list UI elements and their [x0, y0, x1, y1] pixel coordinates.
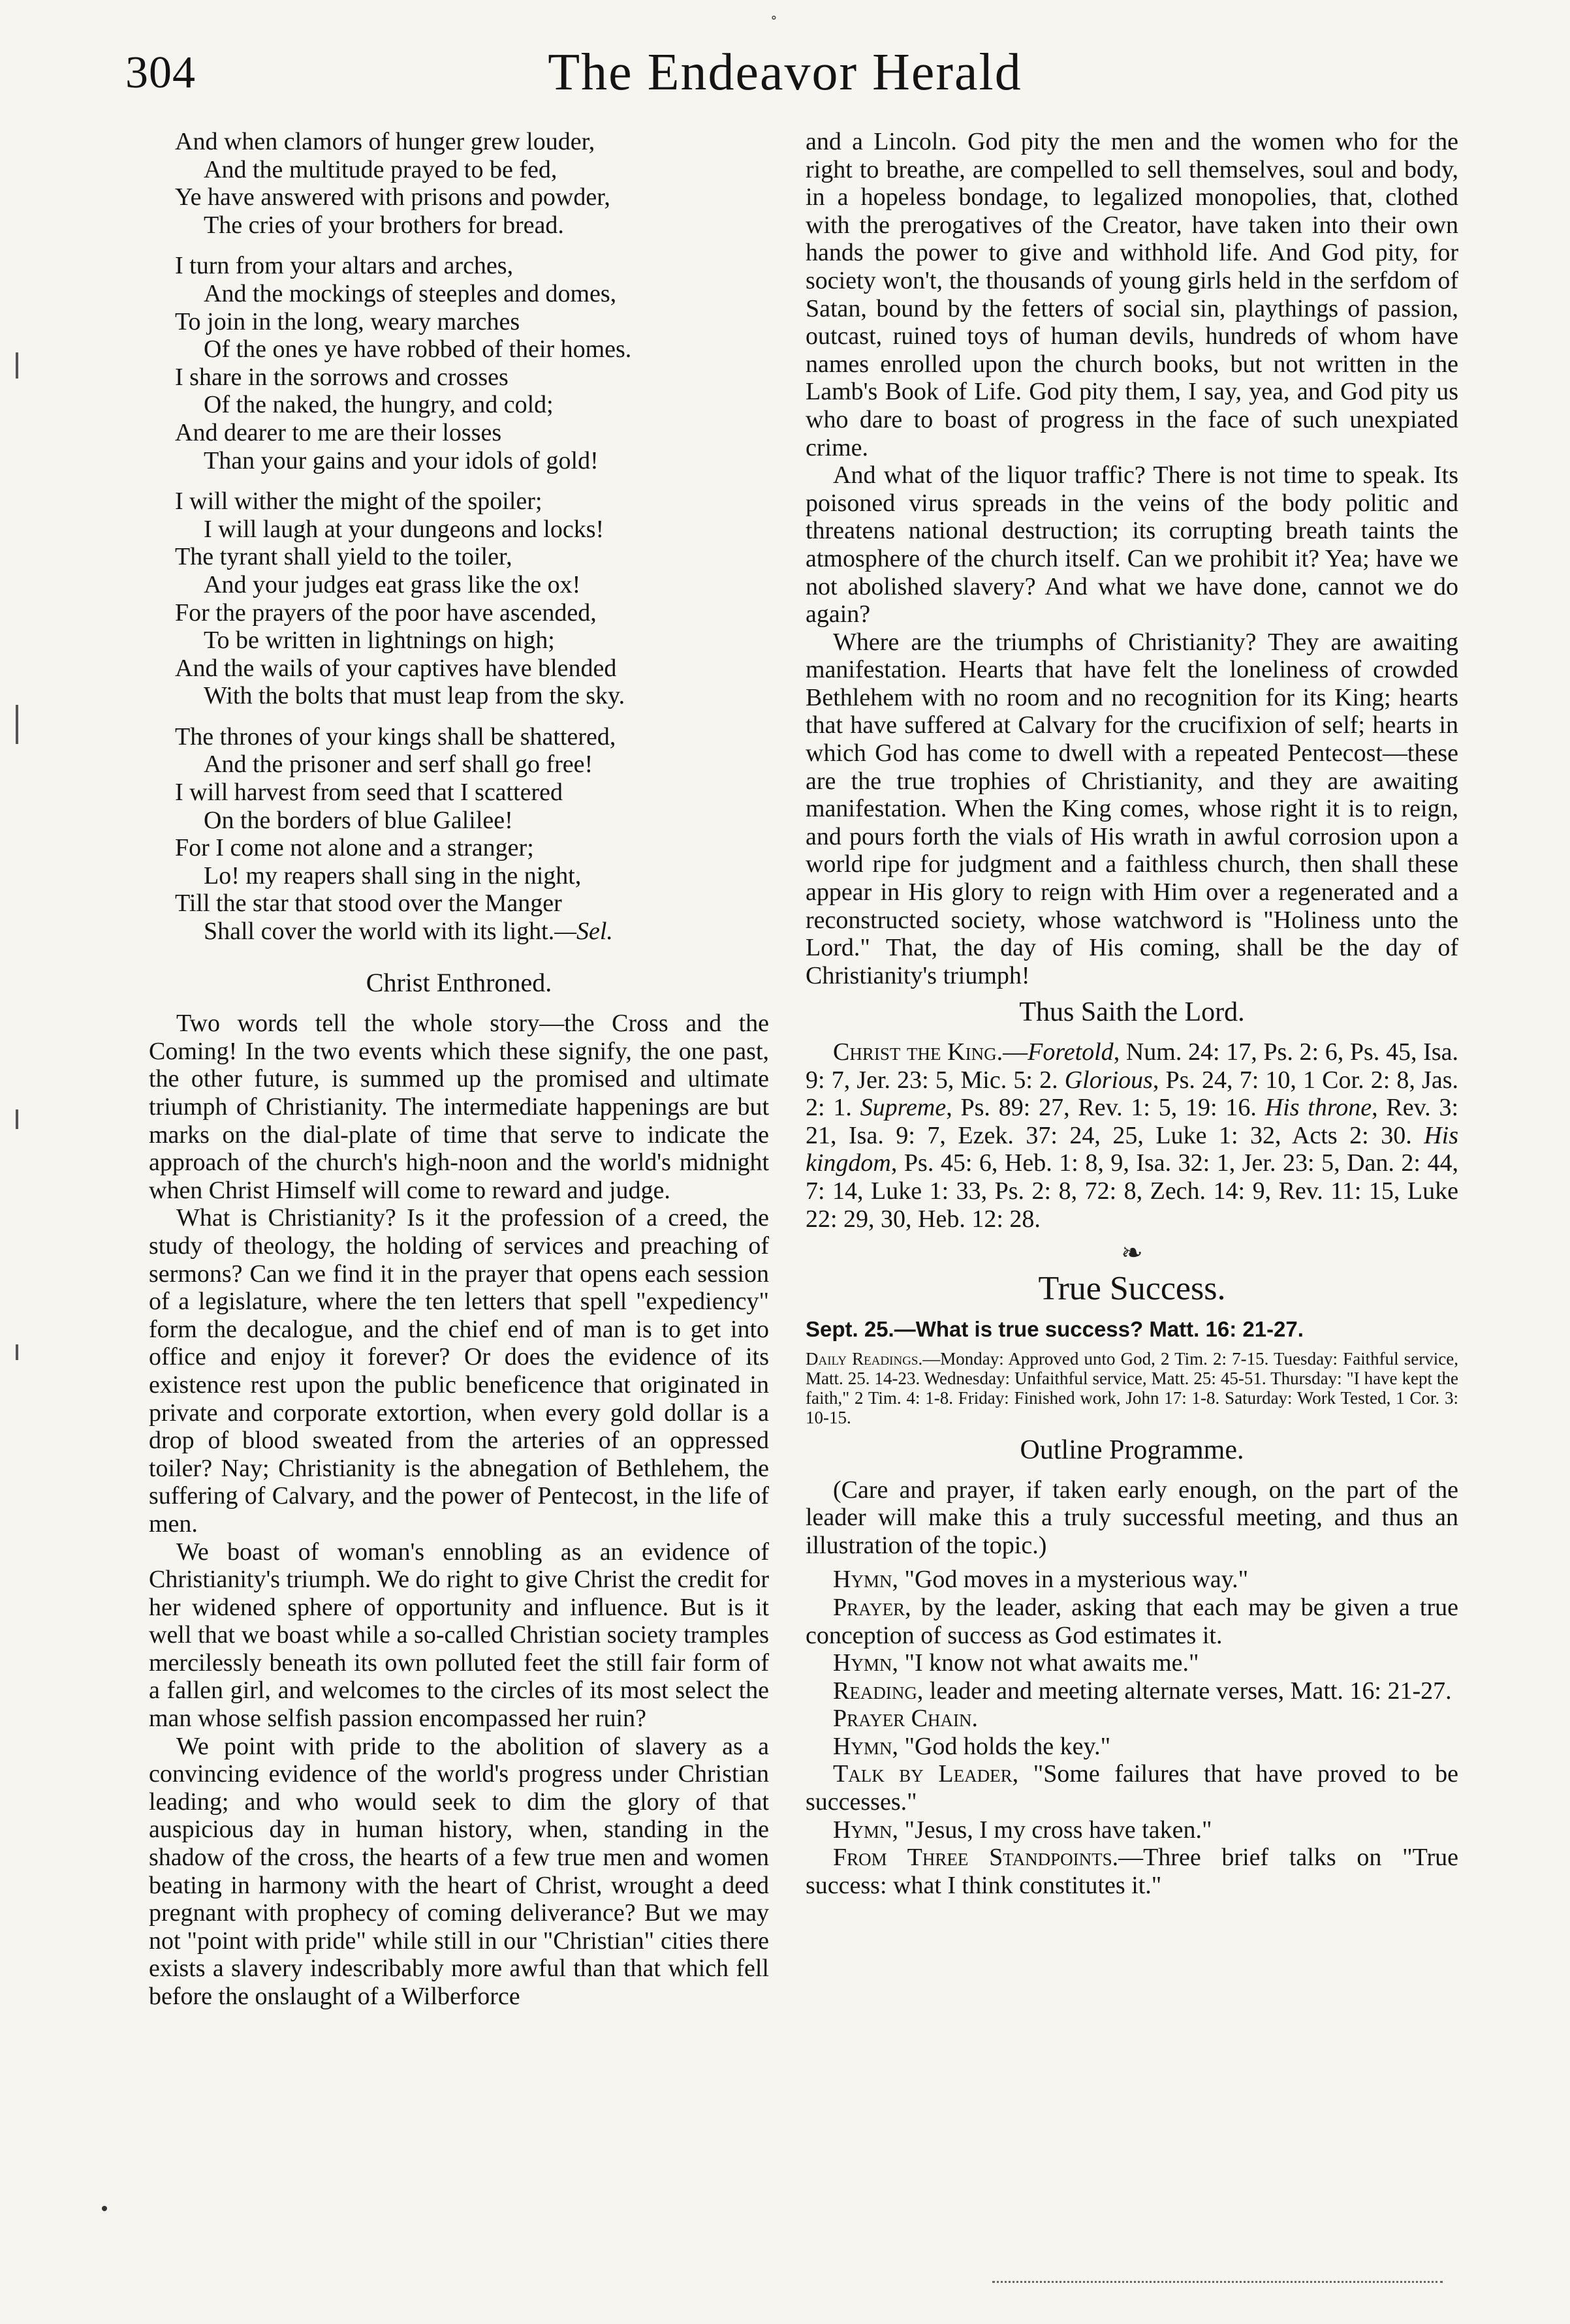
poem-line: Lo! my reapers shall sing in the night,	[204, 861, 582, 890]
programme-note: (Care and prayer, if taken early enough, on the part of the leader will make this a truly successful meeting, and thus an illustration of the topic.)	[806, 1476, 1458, 1559]
poem-line: Till the star that stood over the Manger	[175, 890, 562, 918]
poem-line: And your judges eat grass like the ox!	[204, 570, 581, 598]
poem-line: And the wails of your captives have blended	[175, 654, 617, 682]
poem-line: I will harvest from seed that I scattered	[175, 779, 563, 807]
programme-item-text: , leader and meeting alternate verses, Matt. 16: 21-27.	[917, 1677, 1452, 1705]
programme-item-text: , "God moves in a mysterious way."	[892, 1566, 1249, 1594]
programme-item	[806, 1705, 1458, 1733]
margin-mark	[16, 1109, 18, 1129]
poem-line: For I come not alone and a stranger;	[175, 834, 534, 862]
programme-item	[806, 1733, 1458, 1761]
programme-item-text: , "I know not what awaits me."	[892, 1649, 1199, 1677]
lesson-topic: Sept. 25.—What is true success? Matt. 16: 21-27.	[806, 1317, 1304, 1342]
poem-line: To join in the long, weary marches	[175, 307, 520, 335]
body-paragraph: We point with pride to the abolition of slavery as a convincing evidence of the world's progress under Christian leading; and who would seek to dim the glory of that auspicious day in human history, when, standing in the shadow of the cross, the hearts of a few true men and women beating in harmony with the heart of Christ, wrought a deed pregnant with prophecy of coming deliverance? But we may not "point with pride" while still in our "Christian" cities there exists a slavery indescribably more awful than that which fell before the onslaught of a Wilberforce	[149, 1732, 769, 2010]
fleuron-icon: ❧	[1121, 1238, 1143, 1268]
programme-item-label: Reading	[833, 1677, 917, 1705]
section-heading-outline-programme: Outline Programme.	[1020, 1434, 1244, 1465]
programme-item-label: Prayer Chain.	[833, 1705, 978, 1733]
poem-line: I share in the sorrows and crosses	[175, 363, 509, 391]
page-title: The Endeavor Herald	[548, 44, 1022, 101]
programme-item	[806, 1649, 1458, 1677]
programme-item-label: Talk by Leader	[833, 1760, 1013, 1788]
poem-line: The cries of your brothers for bread.	[204, 211, 564, 239]
poem-line: And dearer to me are their losses	[175, 418, 502, 446]
poem-line: Than your gains and your idols of gold!	[204, 446, 599, 474]
poem-line: The thrones of your kings shall be shattered,	[175, 722, 616, 751]
body-paragraph: What is Christianity? Is it the profession of a creed, the study of theology, the holding of services and preaching of sermons? Can we find it in the prayer that opens each session of a legislature, where the ten letters that spell "expediency" form the decalogue, and the chief end of man is to get into office and enjoy it forever? Or does the evidence of its existence rest upon the public beneficence that originated in private and corporate extortion, when every gold dollar is a drop of blood sweated from the arteries of an oppressed toiler? Nay; Christianity is the abnegation of Bethlehem, the suffering of Calvary, and the power of Pentecost, in the life of men.	[149, 1204, 769, 1538]
poem-line: And when clamors of hunger grew louder,	[175, 128, 595, 155]
programme-list	[806, 1566, 1458, 1899]
scripture-references: Christ the King.—Foretold, Num. 24: 17, Ps. 2: 6, Ps. 45, Isa. 9: 7, Jer. 23: 5, Mic. 5: 2. Glorious, Ps. 24, 7: 10, 1 Cor. 2: 8, Jas. 2: 1. Supreme, Ps. 89: 27, Rev. 1: 5, 19: 16. His throne, Rev. 3: 21, Isa. 9: 7, Ezek. 37: 24, 25, Luke 1: 32, Acts 2: 30. His kingdom, Ps. 45: 6, Heb. 1: 8, 9, Isa. 32: 1, Jer. 23: 5, Dan. 2: 44, 7: 14, Luke 1: 33, Ps. 2: 8, 72: 8, Zech. 14: 9, Rev. 11: 15, Luke 22: 29, 30, Heb. 12: 28.	[806, 1038, 1459, 1233]
christ-enthroned-body	[149, 1010, 769, 2010]
poem-line: And the prisoner and serf shall go free!	[204, 751, 593, 779]
programme-item	[806, 1760, 1458, 1816]
programme-item-label: Hymn	[833, 1816, 892, 1844]
daily-readings: Daily Readings.—Monday: Approved unto God, 2 Tim. 2: 7-15. Tuesday: Faithful service, Matt. 25. 14-23. Wednesday: Unfaithful service, Matt. 25: 45-51. Thursday: "I have kept the faith," 2 Tim. 4: 1-8. Friday: Finished work, John 17: 1-8. Saturday: Work Tested, 1 Cor. 3: 10-15.	[806, 1348, 1458, 1427]
body-paragraph: and a Lincoln. God pity the men and the women who for the right to breathe, are compelled to sell themselves, soul and body, in a hopeless bondage, to legalized monopolies, that, clothed with the prerogatives of the Creator, have taken into their own hands the power to give and withhold life. And God pity, for society won't, the thousands of young girls held in the serfdom of Satan, bound by the fetters of social sin, playthings of passion, outcast, ruined toys of human devils, hundreds of whom have names enrolled upon the church books, but not written in the Lamb's Book of Life. God pity them, I say, yea, and God pity us who dare to boast of progress in the face of such unexpiated crime.	[806, 128, 1458, 461]
poem-line: For the prayers of the poor have ascended,	[175, 598, 597, 627]
programme-item-text: , by the leader, asking that each may be given a true conception of success as God estimates it.	[806, 1593, 1458, 1649]
poem-line: Ye have answered with prisons and powder,	[175, 183, 610, 211]
body-paragraph: We boast of woman's ennobling as an evidence of Christianity's triumph. We do right to give Christ the credit for her widened sphere of opportunity and influence. But is it well that we boast while a so-called Christian society tramples mercilessly beneath its own polluted feet the still fair form of a fallen girl, and welcomes to the circles of its most select the man whose selfish passion encompassed her ruin?	[149, 1538, 769, 1733]
poem-stanza	[175, 488, 769, 710]
body-paragraph: Where are the triumphs of Christianity? They are awaiting manifestation. Hearts that have felt the loneliness of crowded Bethlehem with no room and no recognition for its King; hearts that have suffered at Calvary for the crucifixion of self; hearts in which God has come to dwell with a repeated Pentecost—these are the true trophies of Christianity, and they are awaiting manifestation. When the King comes, whose right it is to reign, and pours forth the vials of His wrath in awful corrosion upon a world ripe for judgment and a faithless church, then shall these appear in His glory to reign with Him over a regenerated and a reconstructed society, whose watchword is "Holiness unto the Lord." That, the day of His coming, shall be the day of Christianity's triumph!	[806, 628, 1458, 989]
continued-article-body	[806, 128, 1458, 989]
poem-line: Of the naked, the hungry, and cold;	[204, 391, 554, 419]
programme-item	[806, 1566, 1458, 1594]
poem-stanza	[175, 128, 769, 239]
section-heading-thus-saith: Thus Saith the Lord.	[1019, 997, 1245, 1028]
poem-line: I will wither the might of the spoiler;	[175, 488, 542, 516]
left-column	[149, 128, 769, 2011]
programme-item-text: , "Some failures that have proved to be successes."	[806, 1760, 1459, 1816]
poem-line: And the multitude prayed to be fed,	[204, 155, 557, 183]
poem-stanza	[175, 252, 769, 474]
programme-item	[806, 1816, 1458, 1844]
programme-item	[806, 1677, 1458, 1705]
poem-line: On the borders of blue Galilee!	[204, 806, 513, 834]
programme-item-text: , "Jesus, I my cross have taken."	[892, 1816, 1212, 1844]
poem-signature: —Sel.	[554, 918, 613, 946]
poem-line: With the bolts that must leap from the sky.	[204, 682, 625, 710]
poem-line: And the mockings of steeples and domes,	[204, 279, 617, 307]
printer-mark: ∘	[770, 9, 777, 25]
margin-mark	[16, 705, 18, 744]
programme-item-label: Hymn	[833, 1566, 892, 1594]
programme-item-text: —Three brief talks on "True success: what I think constitutes it."	[806, 1844, 1458, 1899]
page-number: 304	[125, 48, 196, 98]
scan-speck	[102, 2206, 107, 2211]
programme-item-label: From Three Standpoints.	[833, 1844, 1119, 1872]
right-column	[806, 128, 1458, 1899]
programme-item	[806, 1844, 1458, 1899]
poem-line: I turn from your altars and arches,	[175, 252, 514, 280]
margin-mark	[16, 352, 18, 379]
poem-line: Shall cover the world with its light.	[204, 918, 555, 946]
poem-line: To be written in lightnings on high;	[204, 627, 555, 655]
poem	[149, 128, 769, 946]
programme-item	[806, 1594, 1458, 1649]
bottom-bleed-line	[992, 2281, 1443, 2285]
poem-stanza	[175, 723, 769, 946]
poem-line: I will laugh at your dungeons and locks!	[204, 515, 604, 543]
programme-item-label: Hymn	[833, 1649, 892, 1677]
poem-line: Of the ones ye have robbed of their homes.	[204, 335, 632, 364]
section-heading-true-success: True Success.	[1038, 1269, 1226, 1307]
programme-item-text: , "God holds the key."	[892, 1732, 1111, 1760]
programme-item-label: Prayer	[833, 1593, 905, 1621]
poem-line: The tyrant shall yield to the toiler,	[175, 543, 512, 571]
body-paragraph: Two words tell the whole story—the Cross and the Coming! In the two events which these signify, the one past, the other future, is summed up the promised and ultimate triumph of Christianity. The intermediate happenings are but marks on the dial-plate of time that serve to indicate the approach of the church's high-noon and the world's midnight when Christ Himself will come to reward and judge.	[149, 1010, 769, 1204]
programme-item-label: Hymn	[833, 1732, 892, 1760]
margin-mark	[16, 1344, 18, 1360]
ref-lead: Christ the King.	[833, 1038, 1003, 1066]
section-heading-christ-enthroned: Christ Enthroned.	[366, 967, 552, 997]
body-paragraph: And what of the liquor traffic? There is not time to speak. Its poisoned virus spreads in the veins of the body politic and threatens national destruction; its corrupting breath taints the atmosphere of the church itself. Can we prohibit it? Yea; have we not abolished slavery? And what we have done, cannot we do again?	[806, 461, 1458, 628]
